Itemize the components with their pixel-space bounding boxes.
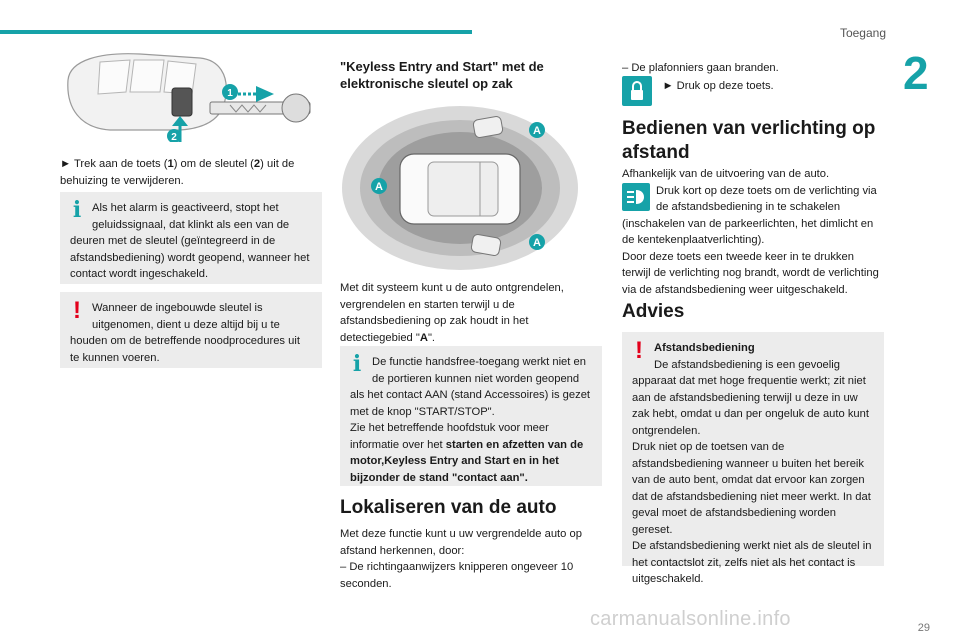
alarm-info-box: i Als het alarm is geactiveerd, stopt het geluidssignaal, dat klinkt als een van de deuren met de sleutel (geïntegreerd in de afstandsbediening) wordt geopend, wanneer het contact wordt ingeschakeld. — [60, 192, 322, 284]
locate-item-1: – De richtingaanwijzers knipperen ongeveer 10 seconden. — [340, 561, 574, 590]
info-icon: i — [72, 197, 82, 223]
zone-label-a-2: A — [375, 181, 383, 193]
watermark: carmanualsonline.info — [590, 608, 791, 630]
lights-heading: Bedienen van verlichting op afstand — [622, 118, 876, 163]
locate-heading: Lokaliseren van de auto — [340, 497, 557, 518]
chapter-number: 2 — [903, 47, 929, 99]
keyless-heading: "Keyless Entry and Start" met de elektronische sleutel op zak — [340, 59, 544, 91]
lock-button-icon — [622, 76, 652, 106]
zone-label-a-1: A — [533, 125, 541, 137]
locate-item-2: – De plafonniers gaan branden. — [622, 62, 779, 74]
lights-text: Afhankelijk van de uitvoering van de auto. Druk kort op deze toets om de verlichting via de afstandsbediening in te schakelen (inschakelen van de parkeerlichten, het dimlicht en de kentekenplaatverlichting). Door deze toets een tweede keer in te drukken terwijl de verlichting nog brandt, wordt de verlichting via de afstandsbediening weer uitgeschakeld. — [622, 168, 879, 296]
key-warning-box: ! Wanneer de ingebouwde sleutel is uitgenomen, dient u deze altijd bij u te houden om de betreffende noodprocedures uit te kunnen voeren. — [60, 292, 322, 368]
header-accent-bar — [0, 30, 472, 34]
keyless-intro: Met dit systeem kunt u de auto ontgrendelen, vergrendelen en starten terwijl u de afstandsbediening op zak houdt in het detectiegebied "A". — [340, 282, 564, 344]
warning-icon: ! — [635, 337, 643, 364]
keyless-info-box: i De functie handsfree-toegang werkt niet en de portieren kunnen niet worden geopend als het contact AAN (stand Accessoires) is gezet met de knop "START/STOP". Zie het betreffende hoofdstuk voor meer informatie over het starten en afzetten van de motor,Keyless Entry and Start en in het bijzonder de stand "contact aan". — [340, 346, 602, 486]
key-label-1: 2 — [171, 132, 177, 142]
keyless-zone-illustration — [340, 104, 580, 272]
lock-step: ► Druk op deze toets. — [622, 76, 884, 106]
zone-label-a-3: A — [533, 237, 541, 249]
lighting-button-icon — [622, 183, 650, 211]
warning-icon: ! — [73, 297, 81, 324]
page-number: 29 — [917, 622, 930, 634]
advies-warning-box: ! Afstandsbediening De afstandsbediening is een gevoelig apparaat dat met hoge frequentie werkt; zit niet aan de afstandsbediening terwijl u deze in uw zak hebt, omdat u dan per ongeluk de auto kunt ontgrendelen. Druk niet op de toetsen van de afstandsbediening wanneer u buiten het bereik van de auto bent, omdat dat ervoor kan zorgen dat de afstandsbediening niet meer werkt. In dat geval moet de afstandsbediening worden gereset. De afstandsbediening werkt niet als de sleutel in het contactslot zit, zelfs niet als het contact is uitgeschakeld. — [622, 332, 884, 566]
key-illustration — [60, 46, 322, 142]
key-label-2: 1 — [227, 88, 233, 99]
locate-text: Met deze functie kunt u uw vergrendelde auto op afstand herkennen, door: – De richtingaanwijzers knipperen ongeveer 10 seconden. — [340, 528, 582, 590]
key-removal-step: ► Trek aan de toets (1) om de sleutel (2) uit de behuizing te verwijderen. — [60, 158, 295, 187]
info-icon: i — [352, 351, 362, 377]
advies-heading: Advies — [622, 301, 685, 322]
section-title: Toegang — [839, 26, 886, 40]
